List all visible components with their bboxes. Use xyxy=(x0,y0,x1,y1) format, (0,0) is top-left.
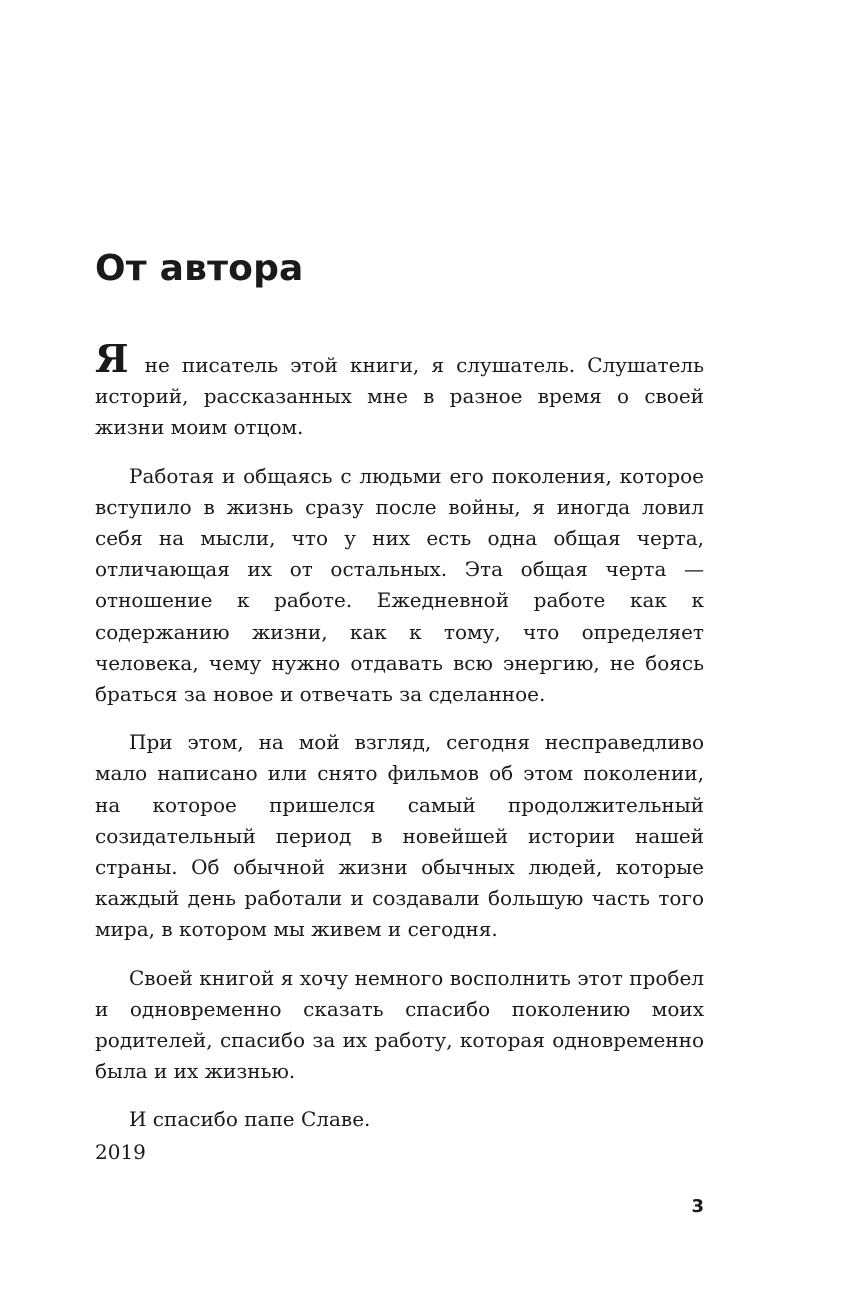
drop-cap: Я xyxy=(95,336,129,381)
paragraph-5: И спасибо папе Славе. xyxy=(129,1107,371,1132)
year: 2019 xyxy=(95,1140,146,1164)
body-text xyxy=(95,336,705,1153)
paragraph-1 xyxy=(95,336,705,444)
paragraph-2: Работая и общаясь с людьми его поколения, которое вступило в жизнь сразу после войны, я иногда ловил себя на мысли, что у них есть одна общая черта, отличающая их от остальных. Эта общая черта — отношение к работе. Ежедневной работе как к содержанию жизни, как к тому, что определяет человека, чему нужно отдавать всю энергию, не боясь браться за новое и отвечать за сделанное. xyxy=(95,463,704,707)
paragraph-4: Своей книгой я хочу немного восполнить этот пробел и одновременно сказать спасибо поколению моих родителей, спасибо за их работу, которая одновременно была и их жизнью. xyxy=(95,965,704,1084)
paragraph-3: При этом, на мой взгляд, сегодня несправедливо мало написано или снято фильмов об этом поколении, на которое пришелся самый продолжительный созидательный период в новейшей истории нашей страны. Об обычной жизни обычных людей, которые каждый день работали и создавали большую часть того мира, в котором мы живем и сегодня. xyxy=(95,730,704,942)
paragraph-1-text: не писатель этой книги, я слушатель. Слушатель историй, рассказанных мне в разное время о своей жизни моим отцом. xyxy=(95,353,705,440)
page-number: 3 xyxy=(691,1196,704,1217)
page-title: От автора xyxy=(95,248,304,289)
